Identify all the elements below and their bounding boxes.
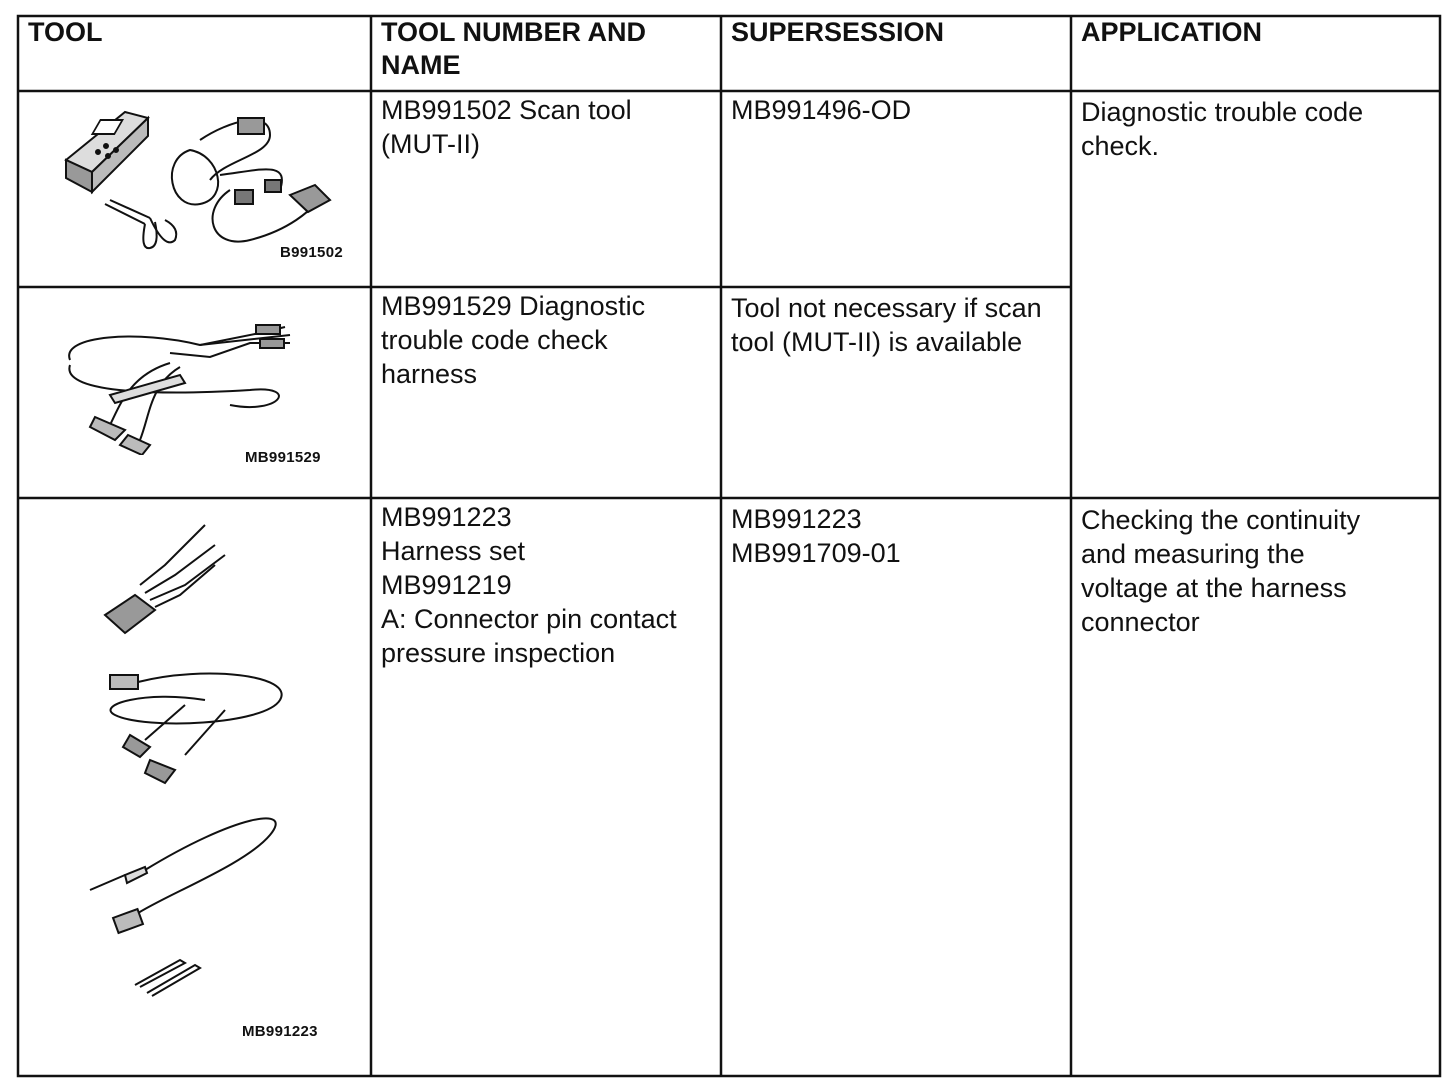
tool-number-and-name: MB991529 Diagnostic trouble code check harness bbox=[381, 291, 646, 389]
harness-set-illustration bbox=[85, 515, 305, 1020]
tool-application: Diagnostic trouble code check. bbox=[1081, 97, 1364, 161]
header-tool: TOOL bbox=[28, 17, 103, 47]
tool-image-caption: MB991223 bbox=[242, 1023, 318, 1040]
tool-supersession: MB991223 MB991709-01 bbox=[731, 504, 901, 568]
header-application: APPLICATION bbox=[1081, 17, 1262, 47]
tool-image-caption: MB991529 bbox=[245, 449, 321, 466]
tool-application: Checking the continuity and measuring the voltage at the harness connector bbox=[1081, 505, 1361, 637]
tool-number-and-name: MB991223 Harness set MB991219 A: Connector pin contact pressure inspection bbox=[381, 502, 677, 668]
tool-supersession: MB991496-OD bbox=[731, 95, 912, 125]
tool-supersession: Tool not necessary if scan tool (MUT-II) is available bbox=[731, 293, 1042, 357]
check-harness-illustration bbox=[50, 305, 350, 455]
header-number-and-name: TOOL NUMBER AND NAME bbox=[381, 17, 647, 80]
tool-number-and-name: MB991502 Scan tool (MUT-II) bbox=[381, 95, 632, 159]
tool-image-caption: B991502 bbox=[280, 244, 343, 261]
header-supersession: SUPERSESSION bbox=[731, 17, 945, 47]
